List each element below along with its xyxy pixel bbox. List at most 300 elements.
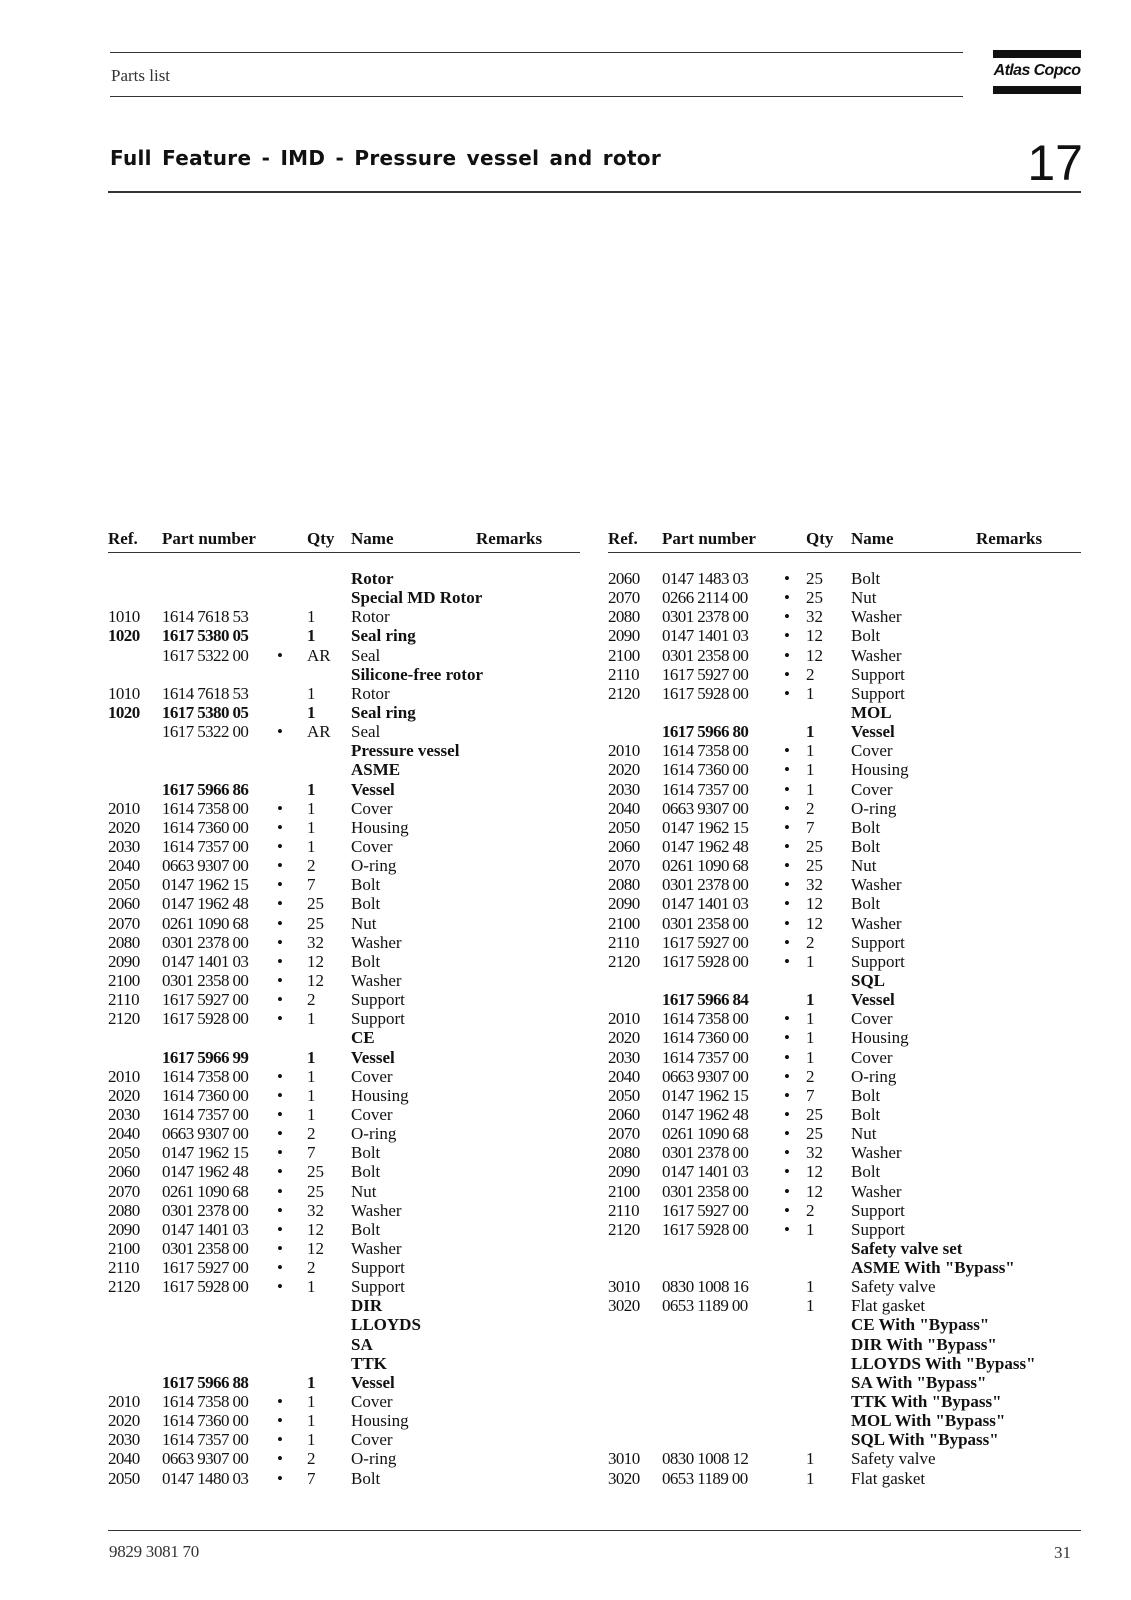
row-name: Cover: [351, 798, 393, 818]
row-part-number: 0147 1401 03: [662, 626, 749, 646]
row-bullet: •: [784, 875, 790, 895]
table-row: [608, 914, 1078, 933]
row-qty: 25: [806, 588, 823, 608]
row-name: Support: [851, 951, 905, 971]
table-row: [108, 703, 578, 722]
row-name: Support: [851, 1219, 905, 1239]
row-bullet: •: [784, 932, 790, 952]
row-name: Washer: [351, 1238, 402, 1258]
table-row: [108, 1105, 578, 1124]
row-name: Vessel: [351, 1372, 395, 1392]
table-row: [108, 818, 578, 837]
table-row: [108, 1067, 578, 1086]
row-qty: 1: [806, 1009, 815, 1029]
row-part-number: 0147 1962 15: [162, 1143, 249, 1163]
row-name: Nut: [851, 588, 877, 608]
table-row: [608, 818, 1078, 837]
row-bullet: •: [784, 588, 790, 608]
right-header-name: Name: [851, 529, 894, 548]
table-row: [608, 1162, 1078, 1181]
row-bullet: •: [277, 722, 283, 742]
row-ref: 2040: [608, 1066, 640, 1086]
row-ref: 2110: [108, 1258, 139, 1278]
row-bullet: •: [784, 1047, 790, 1067]
row-ref: 2020: [108, 1085, 140, 1105]
row-bullet: •: [277, 817, 283, 837]
table-row: [608, 856, 1078, 875]
row-qty: 12: [806, 626, 823, 646]
table-row: [108, 799, 578, 818]
row-name: Silicone-free rotor: [351, 664, 484, 684]
row-part-number: 0147 1401 03: [162, 1219, 249, 1239]
row-bullet: •: [277, 1430, 283, 1450]
logo-top-bar: [993, 50, 1081, 58]
row-name: Washer: [851, 645, 902, 665]
row-name: ASME: [351, 760, 401, 780]
row-ref: 2100: [108, 970, 140, 990]
row-qty: 1: [307, 836, 316, 856]
row-part-number: 1617 5927 00: [662, 1200, 749, 1220]
row-qty: 1: [307, 798, 316, 818]
row-qty: 7: [307, 1143, 316, 1163]
row-name: Vessel: [851, 722, 895, 742]
row-part-number: 0301 2358 00: [162, 1238, 249, 1258]
row-bullet: •: [277, 1449, 283, 1469]
row-qty: 1: [307, 1104, 316, 1124]
table-row: [108, 1354, 578, 1373]
row-qty: 1: [307, 1372, 316, 1392]
table-row: [108, 1392, 578, 1411]
row-name: Washer: [851, 1143, 902, 1163]
table-row: [608, 626, 1078, 645]
row-part-number: 1617 5927 00: [662, 932, 749, 952]
row-bullet: •: [277, 1009, 283, 1029]
table-row: [608, 780, 1078, 799]
row-part-number: 0147 1962 15: [662, 1085, 749, 1105]
row-name: Bolt: [851, 1085, 881, 1105]
row-ref: 2010: [608, 741, 640, 761]
row-ref: 2040: [108, 1449, 140, 1469]
table-row: [608, 933, 1078, 952]
row-qty: 25: [806, 836, 823, 856]
row-ref: 2060: [608, 1104, 640, 1124]
table-row: [108, 1449, 578, 1468]
row-name: Seal ring: [351, 626, 416, 646]
table-row: [608, 799, 1078, 818]
row-ref: 2030: [608, 1047, 640, 1067]
row-bullet: •: [784, 856, 790, 876]
table-row: [108, 933, 578, 952]
row-part-number: 1617 5966 84: [662, 990, 749, 1010]
table-row: [608, 1124, 1078, 1143]
row-qty: 2: [307, 1449, 316, 1469]
row-qty: 7: [307, 875, 316, 895]
left-header-part-number: Part number: [162, 529, 256, 548]
row-name: Housing: [851, 760, 909, 780]
row-ref: 2100: [608, 913, 640, 933]
footer-rule: [108, 1530, 1081, 1531]
row-part-number: 0261 1090 68: [662, 1124, 749, 1144]
row-name: Seal ring: [351, 702, 416, 722]
row-part-number: 1614 7357 00: [662, 1047, 749, 1067]
row-part-number: 1614 7360 00: [162, 1085, 249, 1105]
row-part-number: 0147 1483 03: [662, 569, 749, 588]
row-part-number: 0301 2378 00: [162, 1200, 249, 1220]
row-name: O-ring: [351, 1124, 397, 1144]
row-bullet: •: [277, 856, 283, 876]
row-name: Bolt: [351, 1219, 381, 1239]
row-name: Vessel: [351, 1047, 395, 1067]
chapter-number: 17: [1027, 135, 1083, 191]
row-part-number: 1617 5380 05: [162, 702, 249, 722]
table-row: [608, 1028, 1078, 1047]
row-qty: 1: [806, 990, 815, 1010]
row-part-number: 1614 7357 00: [162, 836, 249, 856]
row-bullet: •: [784, 798, 790, 818]
row-qty: 25: [806, 1104, 823, 1124]
row-ref: 2060: [108, 894, 140, 914]
table-row: [608, 1354, 1078, 1373]
row-ref: 2050: [108, 875, 140, 895]
table-row: [608, 1182, 1078, 1201]
row-bullet: •: [277, 836, 283, 856]
table-row: [608, 1239, 1078, 1258]
row-part-number: 1614 7360 00: [662, 1028, 749, 1048]
row-part-number: 0147 1401 03: [662, 1162, 749, 1182]
row-part-number: 0147 1480 03: [162, 1468, 249, 1488]
row-ref: 2110: [608, 664, 639, 684]
row-ref: 1020: [108, 702, 140, 722]
row-bullet: •: [784, 645, 790, 665]
row-name: Seal: [351, 645, 381, 665]
row-part-number: 1614 7360 00: [162, 1411, 249, 1431]
row-qty: AR: [307, 645, 331, 665]
row-name: Washer: [851, 607, 902, 627]
row-part-number: 0301 2378 00: [162, 932, 249, 952]
row-ref: 2070: [108, 913, 140, 933]
table-row: [608, 1201, 1078, 1220]
table-row: [108, 741, 578, 760]
row-qty: 1: [307, 1277, 316, 1297]
left-header-rule: [108, 552, 580, 553]
row-name: Support: [351, 1277, 405, 1297]
row-bullet: •: [277, 951, 283, 971]
row-ref: 2110: [108, 990, 139, 1010]
row-qty: 12: [307, 1219, 324, 1239]
row-bullet: •: [277, 1219, 283, 1239]
header-label: Parts list: [111, 66, 171, 85]
table-row: [608, 971, 1078, 990]
row-bullet: •: [784, 951, 790, 971]
row-bullet: •: [784, 1009, 790, 1029]
row-bullet: •: [784, 1028, 790, 1048]
row-qty: 25: [806, 856, 823, 876]
row-bullet: •: [277, 1277, 283, 1297]
row-ref: 2100: [608, 1181, 640, 1201]
row-bullet: •: [784, 1200, 790, 1220]
row-name: Flat gasket: [851, 1296, 926, 1316]
row-bullet: •: [784, 626, 790, 646]
row-qty: 1: [307, 1411, 316, 1431]
table-row: [108, 1315, 578, 1334]
row-bullet: •: [277, 894, 283, 914]
row-name: LLOYDS: [351, 1315, 421, 1335]
right-header-qty: Qty: [806, 529, 834, 548]
row-name: O-ring: [351, 1449, 397, 1469]
row-bullet: •: [277, 932, 283, 952]
row-qty: 2: [806, 1200, 815, 1220]
row-ref: 2060: [608, 836, 640, 856]
row-qty: 1: [307, 817, 316, 837]
row-name: Bolt: [851, 817, 881, 837]
row-bullet: •: [277, 1200, 283, 1220]
row-name: Housing: [851, 1028, 909, 1048]
row-name: Support: [851, 932, 905, 952]
table-row: [108, 665, 578, 684]
row-bullet: •: [277, 1181, 283, 1201]
row-ref: 2120: [608, 951, 640, 971]
row-part-number: 1614 7357 00: [162, 1430, 249, 1450]
row-ref: 2030: [108, 1104, 140, 1124]
row-qty: 1: [806, 951, 815, 971]
table-row: [108, 1335, 578, 1354]
row-part-number: 0301 2378 00: [662, 875, 749, 895]
row-qty: 1: [307, 1047, 316, 1067]
right-header-rule: [608, 552, 1081, 553]
row-name: Washer: [351, 1200, 402, 1220]
row-name: Seal: [351, 722, 381, 742]
row-bullet: •: [784, 894, 790, 914]
row-ref: 2070: [608, 588, 640, 608]
row-name: Rotor: [351, 683, 390, 703]
table-row: [608, 894, 1078, 913]
row-qty: 1: [307, 626, 316, 646]
row-part-number: 1617 5966 86: [162, 779, 249, 799]
table-row: [608, 1430, 1078, 1449]
table-row: [608, 1315, 1078, 1334]
table-row: [608, 1392, 1078, 1411]
atlas-copco-logo: [993, 50, 1081, 94]
row-ref: 2020: [108, 817, 140, 837]
row-qty: 32: [806, 1143, 823, 1163]
table-row: [108, 588, 578, 607]
row-name: SA With "Bypass": [851, 1372, 987, 1392]
row-ref: 2040: [608, 798, 640, 818]
row-ref: 2120: [108, 1009, 140, 1029]
row-name: Rotor: [351, 569, 394, 588]
row-ref: 2010: [108, 798, 140, 818]
row-part-number: 0301 2358 00: [662, 1181, 749, 1201]
row-name: Bolt: [851, 626, 881, 646]
row-qty: 1: [806, 741, 815, 761]
row-bullet: •: [277, 1104, 283, 1124]
row-part-number: 0147 1401 03: [162, 951, 249, 971]
row-part-number: 1614 7358 00: [162, 1066, 249, 1086]
row-qty: 7: [806, 817, 815, 837]
row-name: Flat gasket: [851, 1468, 926, 1488]
row-qty: 1: [806, 1277, 815, 1297]
row-part-number: 0663 9307 00: [162, 856, 249, 876]
table-row: [608, 1373, 1078, 1392]
table-row: [608, 952, 1078, 971]
table-row: [108, 1086, 578, 1105]
row-name: Bolt: [351, 1143, 381, 1163]
row-name: Housing: [351, 817, 409, 837]
table-row: [608, 741, 1078, 760]
row-part-number: 0261 1090 68: [662, 856, 749, 876]
row-part-number: 1614 7358 00: [162, 798, 249, 818]
row-part-number: 1617 5927 00: [162, 990, 249, 1010]
row-ref: 2120: [608, 683, 640, 703]
row-bullet: •: [277, 1258, 283, 1278]
row-name: Bolt: [351, 951, 381, 971]
row-name: Nut: [851, 856, 877, 876]
row-ref: 2100: [608, 645, 640, 665]
row-ref: 1020: [108, 626, 140, 646]
row-name: CE With "Bypass": [851, 1315, 990, 1335]
row-qty: 1: [806, 779, 815, 799]
row-name: Cover: [351, 836, 393, 856]
row-name: Washer: [851, 875, 902, 895]
table-row: [108, 1239, 578, 1258]
row-part-number: 0261 1090 68: [162, 913, 249, 933]
row-qty: 1: [307, 1392, 316, 1412]
row-qty: 1: [806, 1468, 815, 1488]
table-row: [608, 703, 1078, 722]
row-part-number: 0147 1962 48: [162, 894, 249, 914]
row-qty: 7: [806, 1085, 815, 1105]
row-name: Bolt: [851, 836, 881, 856]
parts-table-left: [108, 569, 578, 1488]
row-ref: 2120: [108, 1277, 140, 1297]
table-row: [608, 569, 1078, 588]
row-name: Bolt: [851, 569, 881, 588]
row-name: Support: [851, 683, 905, 703]
row-part-number: 1617 5927 00: [662, 664, 749, 684]
row-bullet: •: [784, 1162, 790, 1182]
row-qty: 12: [806, 913, 823, 933]
row-ref: 2080: [108, 932, 140, 952]
table-row: [608, 760, 1078, 779]
table-row: [608, 837, 1078, 856]
row-bullet: •: [784, 1085, 790, 1105]
table-row: [608, 875, 1078, 894]
row-name: Nut: [351, 1181, 377, 1201]
row-name: SQL With "Bypass": [851, 1430, 999, 1450]
table-row: [108, 607, 578, 626]
row-name: Nut: [351, 913, 377, 933]
row-part-number: 0301 2378 00: [662, 607, 749, 627]
row-bullet: •: [277, 1411, 283, 1431]
row-bullet: •: [784, 683, 790, 703]
row-name: Cover: [351, 1392, 393, 1412]
table-row: [108, 1220, 578, 1239]
row-qty: 2: [806, 798, 815, 818]
table-row: [108, 1028, 578, 1047]
table-row: [108, 1124, 578, 1143]
table-row: [108, 646, 578, 665]
row-ref: 2090: [608, 626, 640, 646]
row-name: Safety valve: [851, 1277, 936, 1297]
row-ref: 2050: [108, 1468, 140, 1488]
row-bullet: •: [784, 779, 790, 799]
table-row: [608, 684, 1078, 703]
row-bullet: •: [277, 875, 283, 895]
logo-text: Atlas Copco: [993, 62, 1081, 79]
row-name: Bolt: [851, 1162, 881, 1182]
table-row: [108, 1296, 578, 1315]
row-bullet: •: [277, 1162, 283, 1182]
row-ref: 1010: [108, 683, 140, 703]
row-qty: 1: [307, 1085, 316, 1105]
row-ref: 2090: [108, 951, 140, 971]
row-part-number: 0301 2358 00: [662, 913, 749, 933]
row-ref: 2040: [108, 1124, 140, 1144]
row-part-number: 0301 2378 00: [662, 1143, 749, 1163]
row-ref: 2030: [108, 836, 140, 856]
row-part-number: 0830 1008 16: [662, 1277, 749, 1297]
row-bullet: •: [277, 970, 283, 990]
row-ref: 2020: [608, 1028, 640, 1048]
row-qty: 32: [307, 932, 324, 952]
row-ref: 2080: [608, 607, 640, 627]
row-qty: 1: [307, 702, 316, 722]
row-part-number: 1614 7357 00: [162, 1104, 249, 1124]
row-name: Bolt: [351, 875, 381, 895]
right-header-remarks: Remarks: [976, 529, 1043, 548]
row-bullet: •: [784, 760, 790, 780]
row-bullet: •: [784, 741, 790, 761]
table-row: [108, 1201, 578, 1220]
row-part-number: 0147 1401 03: [662, 894, 749, 914]
row-name: Support: [351, 990, 405, 1010]
row-name: Vessel: [851, 990, 895, 1010]
table-row: [108, 1182, 578, 1201]
row-ref: 3020: [608, 1296, 640, 1316]
table-row: [108, 1277, 578, 1296]
row-ref: 3010: [608, 1449, 640, 1469]
header-top-rule: [110, 52, 963, 53]
table-row: [608, 1220, 1078, 1239]
page-number: 31: [1054, 1543, 1071, 1562]
row-ref: 2030: [108, 1430, 140, 1450]
row-bullet: •: [277, 1066, 283, 1086]
left-header-remarks: Remarks: [476, 529, 543, 548]
row-part-number: 1617 5322 00: [162, 722, 249, 742]
row-name: TTK With "Bypass": [851, 1392, 1002, 1412]
row-ref: 2110: [608, 932, 639, 952]
row-bullet: •: [277, 798, 283, 818]
table-row: [608, 1009, 1078, 1028]
table-row: [108, 1373, 578, 1392]
row-qty: 2: [307, 990, 316, 1010]
table-row: [608, 607, 1078, 626]
row-part-number: 1617 5380 05: [162, 626, 249, 646]
row-name: ASME With "Bypass": [851, 1258, 1015, 1278]
row-part-number: 1614 7618 53: [162, 683, 249, 703]
row-qty: 12: [806, 894, 823, 914]
table-row: [608, 1258, 1078, 1277]
row-bullet: •: [784, 1219, 790, 1239]
row-ref: 2010: [108, 1066, 140, 1086]
row-bullet: •: [277, 1238, 283, 1258]
table-row: [108, 1162, 578, 1181]
row-part-number: 1614 7358 00: [162, 1392, 249, 1412]
table-row: [608, 990, 1078, 1009]
row-qty: 1: [806, 1449, 815, 1469]
row-qty: 25: [307, 1162, 324, 1182]
row-qty: 32: [307, 1200, 324, 1220]
